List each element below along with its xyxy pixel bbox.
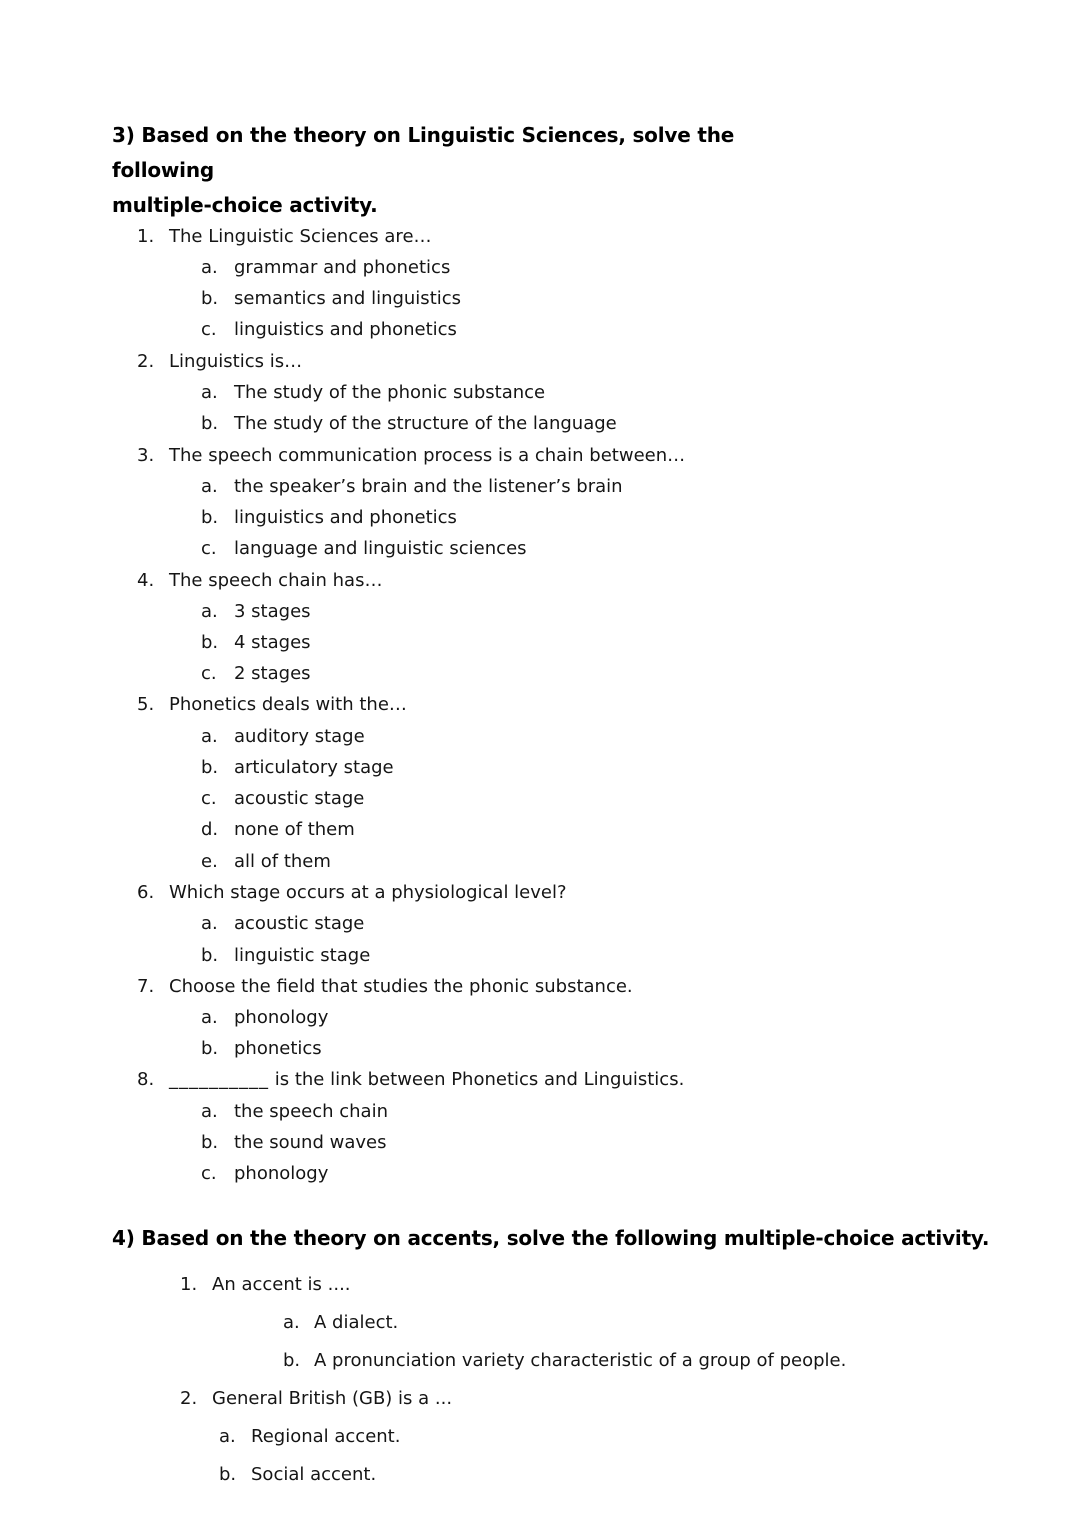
option-letter: c. (201, 319, 217, 340)
option-letter: b. (201, 1132, 219, 1153)
question-text-with-blank (169, 1068, 684, 1092)
question-number: 2. (137, 351, 155, 372)
option-letter: b. (201, 945, 219, 966)
option-letter: a. (201, 913, 218, 934)
section-3-heading-line1: 3) Based on the theory on Linguistic Sciences, solve the following (112, 123, 735, 182)
option-letter: b. (201, 413, 219, 434)
question-number: 8. (137, 1069, 155, 1090)
question-text: The speech communication process is a chain between… (169, 445, 686, 466)
option-letter: b. (201, 757, 219, 778)
question-number: 4. (137, 570, 155, 591)
option-letter: a. (201, 1007, 218, 1028)
question-number: 1. (180, 1274, 198, 1295)
option-text: linguistics and phonetics (234, 507, 457, 528)
question-text: General British (GB) is a ... (212, 1388, 453, 1409)
question-text: The Linguistic Sciences are… (169, 226, 432, 247)
option-letter: a. (201, 257, 218, 278)
option-text: all of them (234, 851, 331, 872)
question-number: 5. (137, 694, 155, 715)
question-text: is the link between Phonetics and Linguistics. (269, 1069, 685, 1090)
option-text: acoustic stage (234, 913, 365, 934)
fill-in-blank: __________ (169, 1069, 269, 1090)
option-text: 2 stages (234, 663, 311, 684)
option-letter: b. (201, 632, 219, 653)
section-3-heading-line2: multiple-choice activity. (112, 193, 378, 217)
option-text: grammar and phonetics (234, 257, 451, 278)
option-text: A pronunciation variety characteristic of a group of people. (314, 1350, 847, 1371)
option-text: articulatory stage (234, 757, 394, 778)
option-text: the speech chain (234, 1101, 388, 1122)
option-letter: a. (201, 476, 218, 497)
option-letter: b. (283, 1350, 301, 1371)
question-number: 3. (137, 445, 155, 466)
option-letter: b. (201, 507, 219, 528)
question-text: Which stage occurs at a physiological level? (169, 882, 567, 903)
option-letter: c. (201, 538, 217, 559)
option-text: none of them (234, 819, 355, 840)
option-letter: c. (201, 663, 217, 684)
option-letter: a. (219, 1426, 236, 1447)
question-number: 6. (137, 882, 155, 903)
option-text: Regional accent. (251, 1426, 401, 1447)
question-text: Choose the field that studies the phonic substance. (169, 976, 633, 997)
option-letter: c. (201, 788, 217, 809)
option-text: auditory stage (234, 726, 365, 747)
question-number: 7. (137, 976, 155, 997)
section-3-heading (112, 118, 832, 223)
option-text: linguistics and phonetics (234, 319, 457, 340)
option-text: the speaker’s brain and the listener’s brain (234, 476, 623, 497)
option-text: Social accent. (251, 1464, 377, 1485)
option-letter: b. (219, 1464, 237, 1485)
option-letter: a. (201, 601, 218, 622)
section-4-heading: 4) Based on the theory on accents, solve the following multiple-choice activity. (112, 1226, 990, 1250)
option-text: acoustic stage (234, 788, 365, 809)
question-text: Phonetics deals with the… (169, 694, 407, 715)
option-text: phonology (234, 1163, 329, 1184)
option-text: semantics and linguistics (234, 288, 462, 309)
option-letter: a. (201, 726, 218, 747)
option-letter: a. (201, 382, 218, 403)
question-text: The speech chain has… (169, 570, 383, 591)
option-text: language and linguistic sciences (234, 538, 527, 559)
option-letter: a. (201, 1101, 218, 1122)
option-text: phonetics (234, 1038, 322, 1059)
option-letter: b. (201, 1038, 219, 1059)
option-letter: c. (201, 1163, 217, 1184)
option-letter: b. (201, 288, 219, 309)
option-letter: e. (201, 851, 218, 872)
option-text: The study of the phonic substance (234, 382, 546, 403)
question-number: 2. (180, 1388, 198, 1409)
question-text: An accent is .... (212, 1274, 351, 1295)
question-text: Linguistics is… (169, 351, 303, 372)
option-text: 3 stages (234, 601, 311, 622)
option-letter: d. (201, 819, 219, 840)
option-text: linguistic stage (234, 945, 371, 966)
question-number: 1. (137, 226, 155, 247)
option-text: The study of the structure of the language (234, 413, 617, 434)
option-text: A dialect. (314, 1312, 399, 1333)
option-text: phonology (234, 1007, 329, 1028)
option-letter: a. (283, 1312, 300, 1333)
option-text: the sound waves (234, 1132, 387, 1153)
option-text: 4 stages (234, 632, 311, 653)
